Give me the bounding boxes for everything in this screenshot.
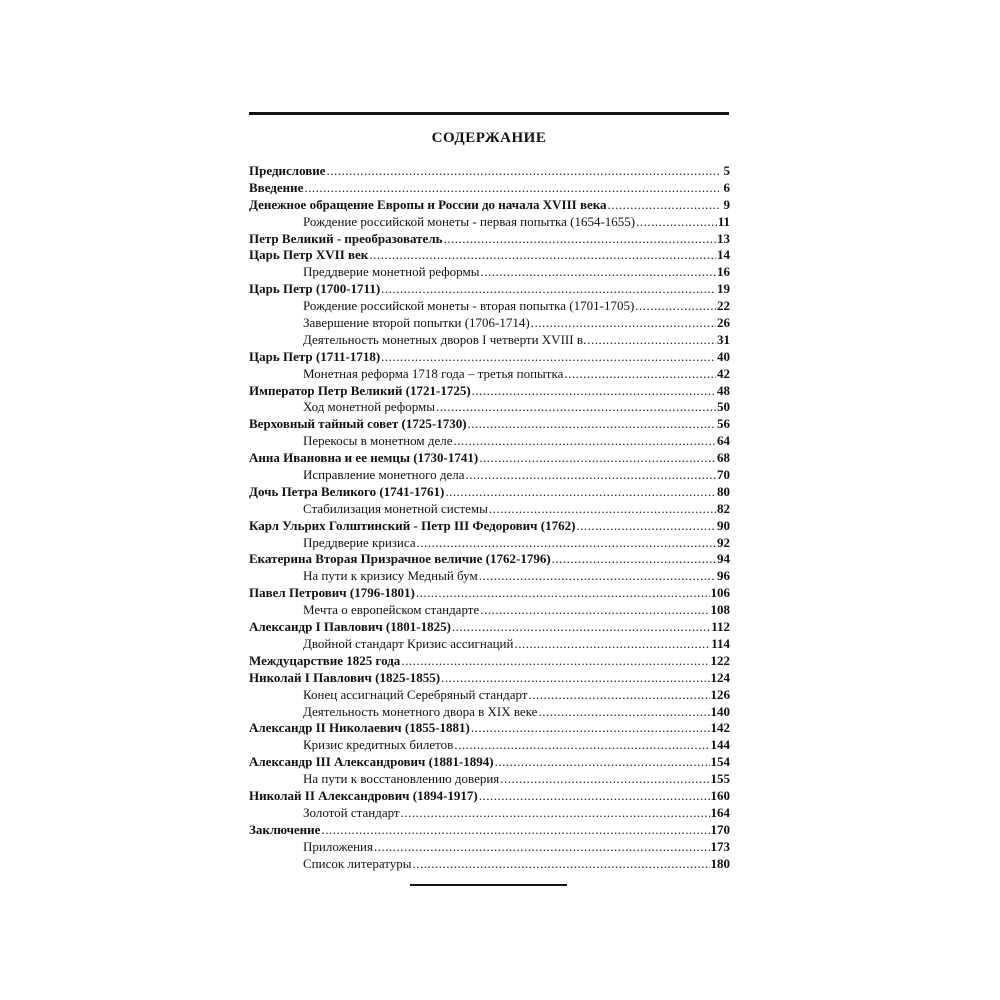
toc-page-number: 6 [723, 179, 730, 195]
toc-subentry [249, 602, 730, 619]
toc-entry-title: Золотой стандарт [303, 804, 400, 820]
toc-entry [249, 585, 730, 602]
toc-dot-leader [381, 281, 716, 298]
toc-page-number: 180 [710, 855, 730, 871]
table-of-contents [249, 163, 730, 872]
toc-entry [249, 349, 730, 366]
toc-page-number: 122 [710, 652, 730, 668]
toc-dot-leader [538, 704, 709, 721]
toc-entry-title: Конец ассигнаций Серебряный стандарт [303, 686, 528, 702]
toc-entry [249, 281, 730, 298]
toc-page-number: 14 [717, 247, 730, 263]
toc-entry-title: Александр III Александрович (1881-1894) [249, 754, 494, 770]
toc-dot-leader [479, 568, 716, 585]
toc-entry [249, 484, 730, 501]
toc-page-number: 108 [710, 602, 730, 618]
toc-entry [249, 518, 730, 535]
toc-entry-title: Стабилизация монетной системы [303, 500, 488, 516]
toc-dot-leader [587, 332, 716, 349]
toc-subentry [249, 214, 730, 231]
toc-entry-title: Введение [249, 179, 304, 195]
top-divider [249, 112, 729, 115]
toc-entry-title: Кризис кредитных билетов [303, 737, 454, 753]
toc-page-number: 96 [717, 568, 730, 584]
toc-entry [249, 788, 730, 805]
toc-entry-title: На пути к восстановлению доверия [303, 771, 500, 787]
toc-dot-leader [480, 602, 709, 619]
toc-entry-title: Предисловие [249, 163, 326, 178]
toc-entry-title: Екатерина Вторая Призрачное величие (1762-1796) [249, 551, 551, 567]
toc-dot-leader [413, 856, 710, 873]
toc-page-number: 31 [717, 331, 730, 347]
toc-page-number: 68 [717, 450, 730, 466]
toc-entry [249, 822, 730, 839]
toc-entry-title: Царь Петр XVII век [249, 247, 369, 263]
toc-page-number: 42 [717, 365, 730, 381]
toc-entry-title: Приложения [303, 838, 373, 854]
toc-dot-leader [479, 788, 710, 805]
toc-page-number: 94 [717, 551, 730, 567]
toc-entry-title: Перекосы в монетном деле [303, 433, 453, 449]
toc-entry [249, 197, 730, 214]
toc-subentry [249, 315, 730, 332]
toc-entry-title: Исправление монетного дела [303, 467, 465, 483]
toc-subentry [249, 636, 730, 653]
toc-page-number: 106 [710, 585, 730, 601]
toc-page-number: 80 [717, 483, 730, 499]
toc-entry-title: Анна Ивановна и ее немцы (1730-1741) [249, 450, 479, 466]
toc-entry-title: Заключение [249, 821, 321, 837]
toc-entry-title: Преддверие кризиса [303, 534, 416, 550]
toc-dot-leader [576, 518, 716, 535]
toc-entry [249, 619, 730, 636]
toc-dot-leader [436, 399, 716, 416]
toc-subentry [249, 264, 730, 281]
toc-dot-leader [454, 433, 716, 450]
toc-page-number: 70 [717, 467, 730, 483]
toc-page-number: 144 [710, 737, 730, 753]
toc-dot-leader [304, 180, 719, 197]
toc-dot-leader [552, 551, 716, 568]
toc-page-number: 11 [717, 213, 730, 229]
toc-subentry [249, 467, 730, 484]
toc-page-number: 82 [717, 500, 730, 516]
toc-page-number: 9 [723, 196, 730, 212]
toc-dot-leader [466, 467, 716, 484]
toc-entry [249, 450, 730, 467]
toc-page-number: 40 [717, 348, 730, 364]
toc-dot-leader [472, 383, 716, 400]
toc-subentry [249, 737, 730, 754]
toc-entry-title: Карл Ульрих Голштинский - Петр III Федорович (1762) [249, 517, 576, 533]
toc-subentry [249, 332, 730, 349]
toc-entry [249, 231, 730, 248]
toc-entry-title: Петр Великий - преобразователь [249, 230, 443, 246]
toc-entry [249, 247, 730, 264]
toc-dot-leader [417, 535, 716, 552]
toc-entry-title: Деятельность монетных дворов I четверти XVIII в. [303, 331, 587, 347]
toc-page-number: 154 [710, 754, 730, 770]
toc-dot-leader [531, 315, 716, 332]
toc-dot-leader [441, 670, 709, 687]
toc-dot-leader [514, 636, 710, 653]
toc-dot-leader [452, 619, 710, 636]
toc-page-number: 155 [710, 771, 730, 787]
toc-page-number: 90 [717, 517, 730, 533]
toc-entry-title: Ход монетной реформы [303, 399, 435, 415]
toc-subentry [249, 535, 730, 552]
toc-dot-leader [445, 484, 716, 501]
toc-entry-title: Список литературы [303, 855, 412, 871]
toc-subentry [249, 687, 730, 704]
toc-dot-leader [564, 366, 716, 383]
toc-page-number: 19 [717, 281, 730, 297]
toc-subentry [249, 805, 730, 822]
toc-page-number: 26 [717, 315, 730, 331]
toc-dot-leader [374, 839, 710, 856]
toc-page-number: 22 [717, 298, 730, 314]
toc-dot-leader [636, 214, 717, 231]
toc-entry-title: Верховный тайный совет (1725-1730) [249, 416, 467, 432]
toc-entry [249, 754, 730, 771]
toc-dot-leader [369, 247, 716, 264]
page-title: СОДЕРЖАНИЕ [431, 130, 547, 146]
toc-entry [249, 653, 730, 670]
toc-entry-title: Деятельность монетного двора в XIX веке [303, 703, 538, 719]
toc-page-number: 64 [717, 433, 730, 449]
toc-dot-leader [327, 163, 719, 180]
toc-subentry [249, 771, 730, 788]
toc-entry-title: Рождение российской монеты - первая попытка (1654-1655) [303, 213, 636, 229]
toc-dot-leader [381, 349, 716, 366]
toc-subentry [249, 399, 730, 416]
toc-page-number: 126 [710, 686, 730, 702]
toc-entry-title: Рождение российской монеты - вторая попытка (1701-1705) [303, 298, 635, 314]
toc-entry-title: Император Петр Великий (1721-1725) [249, 382, 471, 398]
toc-dot-leader [495, 754, 710, 771]
toc-entry-title: Николай I Павлович (1825-1855) [249, 669, 441, 685]
toc-dot-leader [489, 501, 716, 518]
toc-page-number: 13 [717, 230, 730, 246]
toc-entry-title: Дочь Петра Великого (1741-1761) [249, 483, 445, 499]
toc-dot-leader [401, 805, 710, 822]
toc-page-number: 170 [710, 821, 730, 837]
toc-dot-leader [529, 687, 710, 704]
toc-page-number: 92 [717, 534, 730, 550]
toc-page-number: 142 [710, 720, 730, 736]
toc-page-number: 160 [710, 787, 730, 803]
toc-page-number: 5 [723, 163, 730, 178]
toc-dot-leader [321, 822, 709, 839]
toc-subentry [249, 433, 730, 450]
toc-entry [249, 163, 730, 180]
toc-dot-leader [480, 264, 716, 281]
toc-page-number: 48 [717, 382, 730, 398]
toc-entry-title: Двойной стандарт Кризис ассигнаций [303, 635, 514, 651]
toc-entry-title: Николай II Александрович (1894-1917) [249, 787, 478, 803]
toc-entry-title: Павел Петрович (1796-1801) [249, 585, 415, 601]
toc-page-number: 114 [711, 635, 730, 651]
toc-entry-title: Царь Петр (1711-1718) [249, 348, 381, 364]
toc-subentry [249, 298, 730, 315]
toc-entry [249, 416, 730, 433]
toc-page-number: 56 [717, 416, 730, 432]
toc-entry [249, 720, 730, 737]
toc-entry-title: Александр I Павлович (1801-1825) [249, 619, 451, 635]
toc-page-number: 124 [710, 669, 730, 685]
toc-entry [249, 670, 730, 687]
toc-entry-title: Завершение второй попытки (1706-1714) [303, 315, 530, 331]
toc-dot-leader [608, 197, 719, 214]
toc-page-number: 164 [710, 804, 730, 820]
toc-subentry [249, 704, 730, 721]
toc-entry-title: Александр II Николаевич (1855-1881) [249, 720, 470, 736]
toc-page-number: 16 [717, 264, 730, 280]
toc-page-number: 140 [710, 703, 730, 719]
toc-dot-leader [635, 298, 716, 315]
toc-entry [249, 180, 730, 197]
toc-dot-leader [443, 231, 716, 248]
toc-dot-leader [471, 720, 710, 737]
toc-entry-title: Денежное обращение Европы и России до начала XVIII века [249, 196, 607, 212]
toc-subentry [249, 856, 730, 873]
toc-subentry [249, 501, 730, 518]
toc-entry-title: На пути к кризису Медный бум [303, 568, 478, 584]
toc-dot-leader [479, 450, 716, 467]
toc-entry-title: Междуцарствие 1825 года [249, 652, 401, 668]
toc-page-number: 173 [710, 838, 730, 854]
toc-dot-leader [416, 585, 710, 602]
toc-subentry [249, 366, 730, 383]
toc-page-number: 112 [711, 619, 730, 635]
toc-page-number: 50 [717, 399, 730, 415]
toc-subentry [249, 568, 730, 585]
toc-entry-title: Преддверие монетной реформы [303, 264, 480, 280]
toc-entry [249, 551, 730, 568]
toc-entry [249, 383, 730, 400]
toc-dot-leader [468, 416, 716, 433]
toc-dot-leader [500, 771, 709, 788]
toc-subentry [249, 839, 730, 856]
toc-dot-leader [401, 653, 709, 670]
bottom-divider [410, 884, 567, 886]
toc-entry-title: Мечта о европейском стандарте [303, 602, 480, 618]
toc-entry-title: Монетная реформа 1718 года – третья попытка [303, 365, 564, 381]
toc-dot-leader [454, 737, 709, 754]
toc-entry-title: Царь Петр (1700-1711) [249, 281, 381, 297]
